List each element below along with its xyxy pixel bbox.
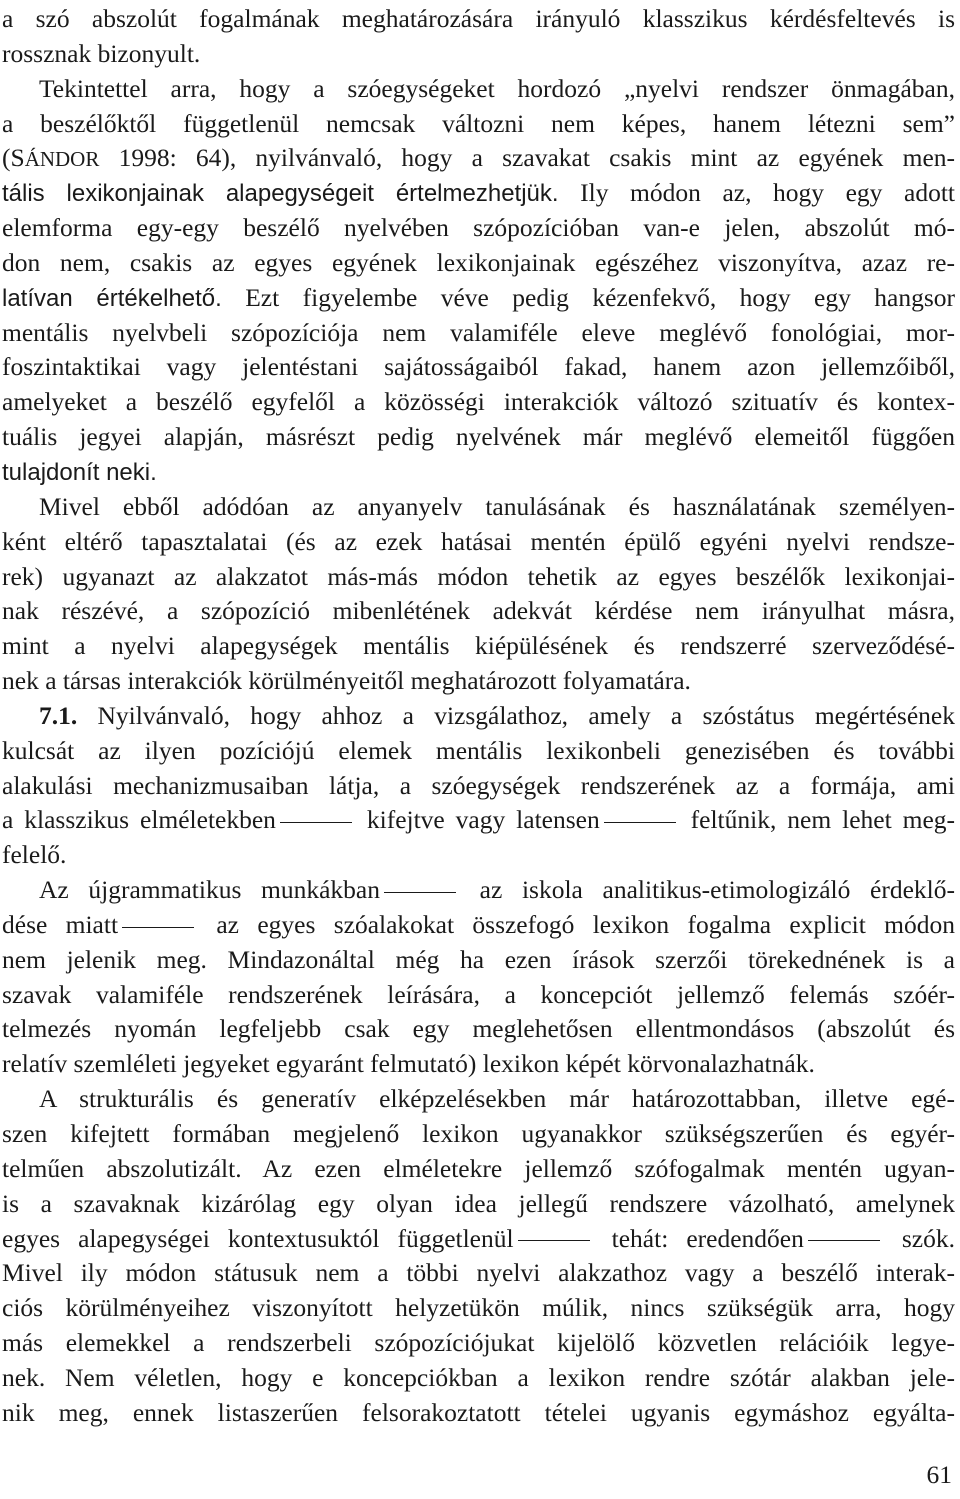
text-line: 7.1. Nyilvánvaló, hogy ahhoz a vizsgálathoz, amely a szóstátus megértésének [39,700,955,730]
text-line: nak részévé, a szópozíció mibenlétének adekvát kérdése nem irányulhat másra, [2,596,955,626]
em-dash [604,822,676,823]
text-line: telműen abszolutizált. Az ezen elméletekre jellemző szófogalmak mentén ugyan- [2,1153,955,1183]
text-line: nek a társas interakciók körülményeitől meghatározott folyamatára. [2,666,691,696]
text-line: don nem, csakis az egyes egyének lexikonjainak egészéhez viszonyítva, azaz re- [2,247,955,277]
text-line: elemforma egy-egy beszélő nyelvében szópozícióban van-e jelen, abszolút mó- [2,213,955,243]
page-number: 61 [926,1460,952,1489]
text-line: a klasszikus elméletekben kifejtve vagy latensen feltűnik, nem lehet meg- [2,805,955,835]
section-number: 7.1. [39,700,78,730]
text-line: nik meg, ennek listaszerűen felsorakoztatott tételei ugyanis egymáshoz egyálta- [2,1397,955,1427]
text-line: nek. Nem véletlen, hogy e koncepciókban a lexikon rendre szótár alakban jele- [2,1362,955,1392]
text-line: foszintaktikai vagy jelentéstani sajátosságaiból fakad, hanem azon jellemzőiből, [2,352,955,382]
text-line: Tekintettel arra, hogy a szóegységeket hordozó „nyelvi rendszer önmagában, [39,73,955,103]
em-dash [518,1240,590,1241]
text-line: rossznak bizonyult. [2,38,201,68]
text-line: (SÁNDOR 1998: 64), nyilvánvaló, hogy a szavakat csakis mint az egyének men- [2,143,955,173]
text-line: Mivel ebből adódóan az anyanyelv tanulásának és használatának személyen- [39,491,955,521]
text-line: ciós körülményeihez viszonyított helyzetükön múlik, nincs szükségük arra, hogy [2,1293,955,1323]
text-line: telmezés nyomán legfeljebb csak egy meglehetősen ellentmondásos (abszolút és [2,1014,955,1044]
text-line: szen kifejtett formában megjelenő lexikon ugyanakkor szükségszerűen és egyér- [2,1119,955,1148]
paragraph-5 [2,873,955,1082]
text-line: ként eltérő tapasztalatai (és az ezek hatásai mentén épülő egyéni nyelvi rendsze- [2,526,955,556]
paragraph-1 [2,2,955,72]
body-text [2,2,955,1431]
em-dash [122,927,194,928]
em-dash [384,892,456,893]
text-line: Mivel ily módon státusuk nem a többi nyelvi alakzathoz vagy a beszélő interak- [2,1258,955,1288]
text-line: mentális nyelvbeli szópozíciója nem valamiféle eleve meglévő fonológiai, mor- [2,317,955,347]
text-line: Az újgrammatikus munkákban az iskola analitikus-etimologizáló érdeklő- [39,875,955,905]
text-line: felelő. [2,840,67,870]
text-line: kulcsát az ilyen pozíciójú elemek mentális lexikonbeli genezisében és további [2,735,955,765]
text-line: amelyeket a beszélő egyfelől a közösségi interakciók változó szituatív és kontex- [2,387,955,417]
text-line: tulajdonít neki. [2,458,157,486]
text-line: egyes alapegységei kontextusuktól függetlenül tehát: eredendően szók. [2,1223,956,1253]
em-dash [808,1240,880,1241]
paragraph-6 [2,1082,955,1430]
em-dash [280,822,352,823]
text-line: tuális jegyei alapján, másrészt pedig nyelvének már meglévő elemeitől függően [2,422,955,452]
text-line: A strukturális és generatív elképzelésekben már határozottabban, illetve egé- [39,1084,955,1114]
text-line: tális lexikonjainak alapegységeit értelmezhetjük. Ily módon az, hogy egy adott [2,178,955,208]
paragraph-3 [2,490,955,699]
text-line: a beszélőktől függetlenül nemcsak változni nem képes, hanem létezni sem” [2,108,955,138]
text-line: is a szavaknak kizárólag egy olyan idea jellegű rendszere vázolható, amelynek [2,1188,955,1218]
author-small-caps: ÁNDOR [24,147,100,172]
text-line: más elemekkel a rendszerbeli szópozíciójukat kijelölő közvetlen relációik legye- [2,1328,955,1358]
text-line: szavak valamiféle rendszerének leírására, a koncepciót jellemző felemás szóér- [2,979,955,1009]
paragraph-4 [2,699,955,873]
text-line: rek) ugyanazt az alakzatot más-más módon tehetik az egyes beszélők lexikonjai- [2,561,955,591]
text-line: relatív szemléleti jegyeket egyaránt felmutató) lexikon képét körvonalazhatnák. [2,1049,815,1079]
paragraph-2 [2,72,955,490]
text-line: a szó abszolút fogalmának meghatározására irányuló klasszikus kérdésfeltevés is [2,4,955,33]
text-line: latívan értékelhető. Ezt figyelembe véve pedig kézenfekvő, hogy egy hangsor [2,282,955,312]
text-line: mint a nyelvi alapegységek mentális kiépülésének és rendszerré szerveződésé- [2,631,955,661]
text-line: alakulási mechanizmusaiban látja, a szóegységek rendszerének az a formája, ami [2,770,955,800]
text-line: dése miatt az egyes szóalakokat összefogó lexikon fogalma explicit módon [2,909,955,939]
text-line: nem jelenik meg. Mindazonáltal még ha ezen írások szerzői törekednének is a [2,944,955,974]
